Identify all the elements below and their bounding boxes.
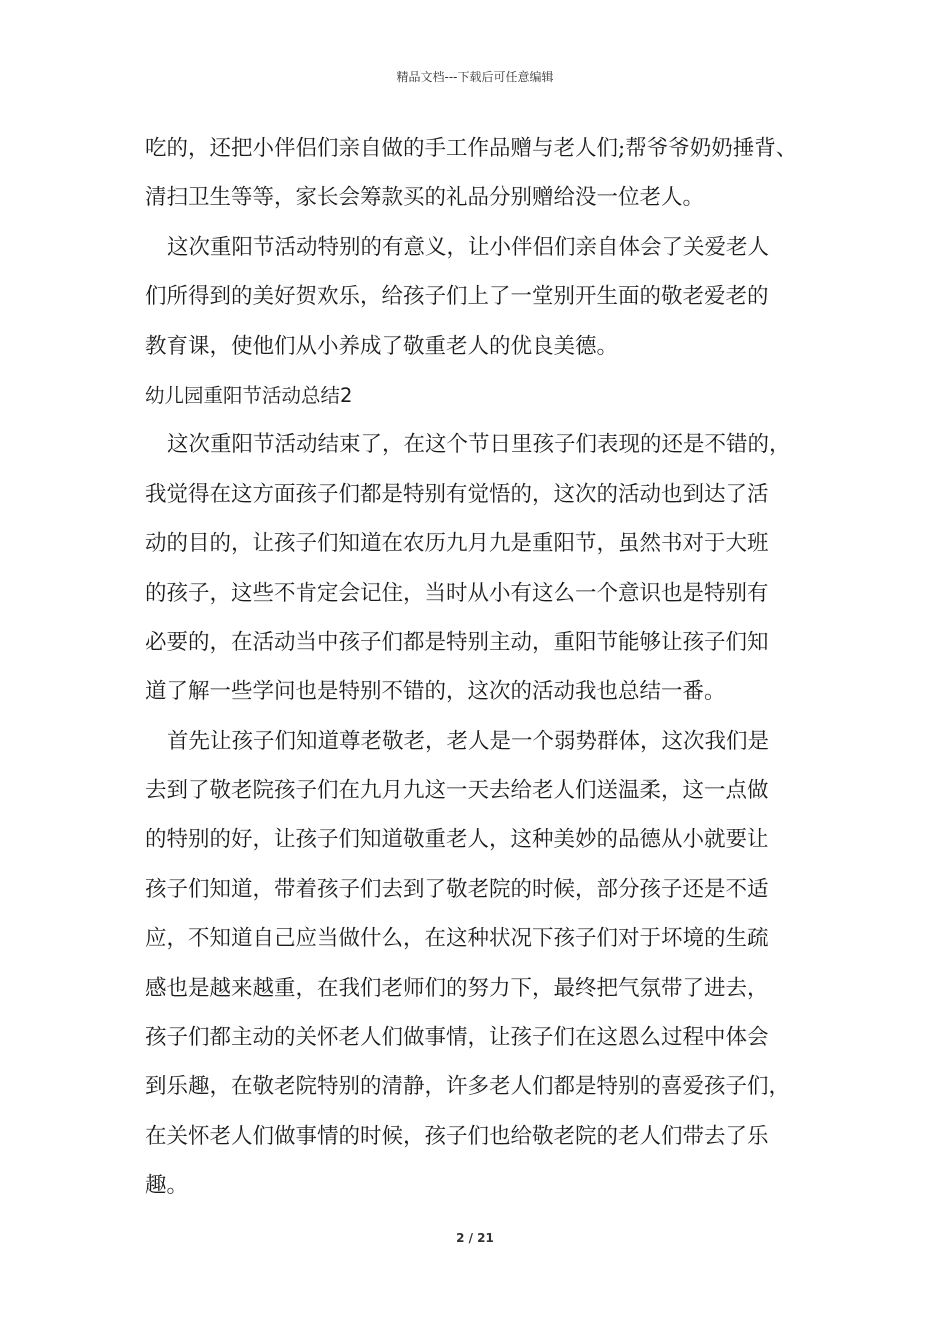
text-line: 们所得到的美好贺欢乐，给孩子们上了一堂别开生面的敬老爱老的 xyxy=(145,284,769,310)
text-line: 去到了敬老院孩子们在九月九这一天去给老人们送温柔，这一点做 xyxy=(145,778,769,804)
text-line: 道了解一些学问也是特别不错的，这次的活动我也总结一番。 xyxy=(145,679,726,705)
page-header: 精品文档---下载后可任意编辑 xyxy=(396,70,554,84)
text-line: 清扫卫生等等，家长会筹款买的礼品分别赠给没一位老人。 xyxy=(145,185,705,211)
text-line: 到乐趣，在敬老院特别的清静，许多老人们都是特别的喜爱孩子们， xyxy=(145,1074,791,1100)
text-line: 动的目的，让孩子们知道在农历九月九是重阳节，虽然书对于大班 xyxy=(145,531,769,557)
text-line: 在关怀老人们做事情的时候，孩子们也给敬老院的老人们带去了乐 xyxy=(145,1123,769,1149)
text-line: 孩子们都主动的关怀老人们做事情，让孩子们在这恩么过程中体会 xyxy=(145,1025,769,1051)
document-body xyxy=(145,124,809,1211)
paragraph-start-line: 这次重阳节活动结束了，在这个节日里孩子们表现的还是不错的， xyxy=(167,432,791,458)
text-line: 应，不知道自己应当做什么，在这种状况下孩子们对于坏境的生疏 xyxy=(145,926,769,952)
text-line: 的特别的好，让孩子们知道敬重老人，这种美妙的品德从小就要让 xyxy=(145,827,769,853)
section-heading: 幼儿园重阳节活动总结2 xyxy=(145,383,353,407)
text-line: 趣。 xyxy=(145,1173,189,1199)
paragraph-start-line: 这次重阳节活动特别的有意义，让小伴侣们亲自体会了关爱老人 xyxy=(167,234,770,260)
paragraph-start-line: 首先让孩子们知道尊老敬老，老人是一个弱势群体，这次我们是 xyxy=(167,728,770,754)
page-number: 2 / 21 xyxy=(456,1231,494,1245)
text-line: 孩子们知道，带着孩子们去到了敬老院的时候，部分孩子还是不适 xyxy=(145,876,769,902)
text-line: 吃的，还把小伴侣们亲自做的手工作品赠与老人们;帮爷爷奶奶捶背、 xyxy=(145,136,798,161)
text-line: 感也是越来越重，在我们老师们的努力下，最终把气氛带了进去， xyxy=(145,975,769,1001)
text-line: 教育课，使他们从小养成了敬重老人的优良美德。 xyxy=(145,333,619,359)
text-line: 的孩子，这些不肯定会记住，当时从小有这么一个意识也是特别有 xyxy=(145,580,769,606)
text-line: 我觉得在这方面孩子们都是特别有觉悟的，这次的活动也到达了活 xyxy=(145,481,769,507)
text-line: 必要的，在活动当中孩子们都是特别主动，重阳节能够让孩子们知 xyxy=(145,629,769,655)
